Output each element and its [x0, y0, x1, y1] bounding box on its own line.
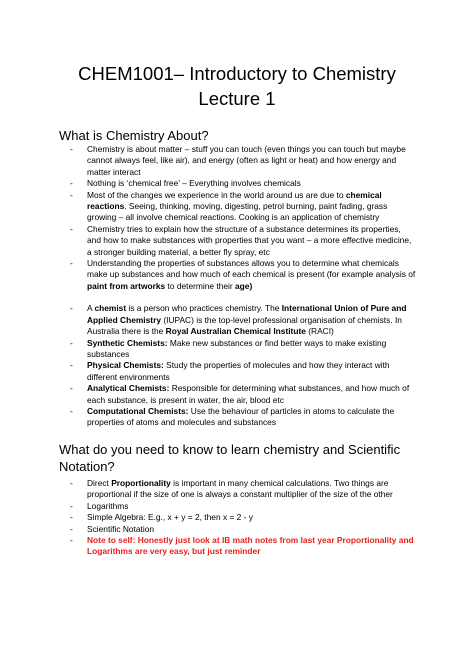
item-text: is important in many chemical calculations. Two things are proportional if the size of one is always a constant multiplier of the size of the other	[87, 478, 393, 500]
bullet-dash-icon: -	[70, 383, 73, 394]
list-item	[70, 224, 416, 258]
bullet-dash-icon: -	[70, 303, 73, 314]
item-text: Make new substances or find better ways to make existing substances	[87, 337, 387, 359]
item-text: Scientific Notation	[87, 523, 155, 534]
bold-text: chemical reactions	[87, 189, 382, 212]
bullet-dash-icon: -	[70, 523, 73, 534]
item-text: Logarithms	[87, 500, 129, 511]
list-item	[70, 478, 416, 501]
list-item	[70, 338, 416, 361]
list-spacer	[70, 292, 416, 303]
item-text: Study the properties of molecules and how they interact with different environments	[87, 360, 390, 382]
bullet-dash-icon: -	[70, 223, 73, 234]
item-text: Most of the changes we experience in the world around us are due to	[87, 189, 346, 200]
bullet-dash-icon: -	[70, 512, 73, 523]
list-item	[70, 406, 416, 429]
item-text: Use the behaviour of particles in atoms to calculate the properties of atoms and molecules and substances	[87, 405, 395, 428]
item-text: (IUPAC) is the top-level professional organisation of chemists. In Australia there is the	[87, 314, 402, 337]
list-item	[70, 383, 416, 406]
list-item	[70, 258, 416, 292]
bullet-dash-icon: -	[70, 144, 73, 154]
bullet-dash-icon: -	[70, 535, 73, 546]
document-title: CHEM1001– Introductory to Chemistry	[78, 63, 396, 84]
item-text: Simple Algebra: E.g., x + y = 2, then x = 2 - y	[87, 512, 253, 523]
item-text: Responsible for determining what substances, and how much of each substance, is present in water, the air, blood etc	[87, 383, 410, 405]
item-text: Nothing is ‘chemical free’ – Everything involves chemicals	[87, 178, 301, 189]
item-text: Chemistry tries to explain how the structure of a substance determines its properties, and how to make substances with properties that you want – a more effective medicine, a stronger building material, a better fly spray, etc	[87, 223, 412, 257]
item-text: . Seeing, thinking, moving, digesting, petrol burning, paint fading, grass growing – all involve chemical reactions. Cooking is an application of chemistry	[87, 201, 388, 223]
bold-text: paint from artworks	[87, 280, 166, 291]
bullet-dash-icon: -	[70, 337, 73, 348]
item-text: to determine their	[165, 280, 236, 291]
item-text: Understanding the properties of substances allows you to determine what chemicals make up substances and how much of each chemical is present (for example analysis of	[87, 258, 416, 280]
section-heading-chemistry-about: What is Chemistry About?	[59, 128, 209, 143]
bullet-dash-icon: -	[70, 478, 73, 488]
bold-text: Proportionality	[111, 478, 171, 488]
bold-text: International Union of Pure and Applied Chemistry	[87, 303, 407, 325]
item-text: is a person who practices chemistry. The	[126, 303, 282, 314]
bold-text: Analytical Chemists:	[87, 383, 170, 394]
what-to-know-list	[70, 478, 416, 558]
list-item	[70, 524, 416, 535]
list-item	[70, 303, 416, 337]
chemistry-about-list	[70, 144, 416, 429]
bold-text: Royal Australian Chemical Institute	[165, 326, 306, 337]
bold-text: Physical Chemists:	[87, 360, 164, 371]
item-text: (RACI)	[305, 326, 334, 337]
list-item	[70, 360, 416, 383]
bullet-dash-icon: -	[70, 405, 73, 416]
document-subtitle: Lecture 1	[198, 88, 276, 109]
bold-text: Synthetic Chemists:	[87, 337, 168, 348]
bullet-dash-icon: -	[70, 258, 73, 269]
bullet-dash-icon: -	[70, 189, 73, 200]
item-text: A	[87, 303, 95, 314]
bold-text: age)	[235, 280, 253, 291]
list-item	[70, 190, 416, 224]
list-item	[70, 178, 416, 189]
list-item	[70, 144, 416, 178]
section-heading-what-to-know: What do you need to know to learn chemistry and Scientific Notation?	[59, 442, 401, 474]
bold-text: Computational Chemists:	[87, 405, 189, 416]
list-item	[70, 501, 416, 512]
note-text: Note to self: Honestly just look at IB math notes from last year Proportionality and Logarithms are very easy, but just reminder	[87, 535, 414, 557]
bold-text: chemist	[94, 303, 127, 314]
item-text: Chemistry is about matter – stuff you can touch (even things you can touch but maybe cannot always feel, like air), and energy (often as light or heat) and how energy and matter interact	[87, 144, 406, 177]
bullet-dash-icon: -	[70, 360, 73, 371]
bullet-dash-icon: -	[70, 178, 73, 189]
list-item	[70, 535, 416, 558]
bullet-dash-icon: -	[70, 500, 73, 511]
list-item	[70, 512, 416, 523]
item-text: Direct	[87, 478, 112, 488]
